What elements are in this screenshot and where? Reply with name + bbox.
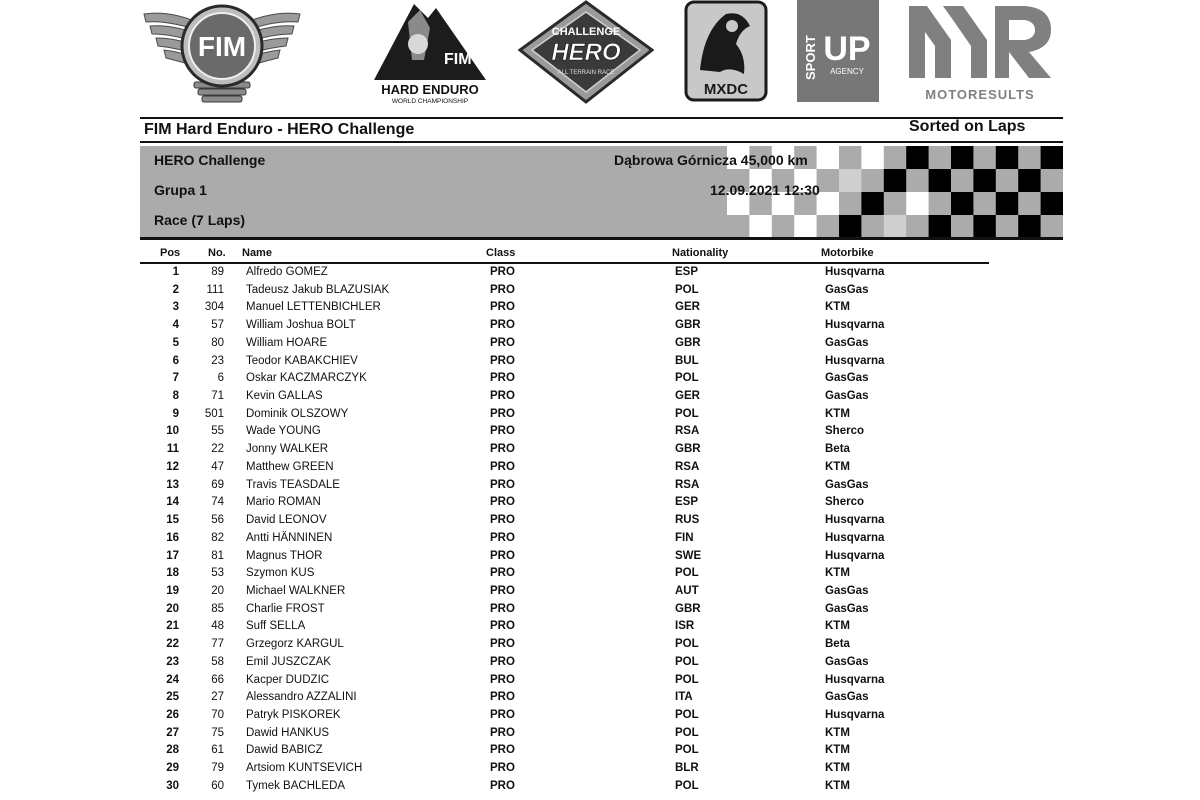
checker-square bbox=[1018, 169, 1040, 192]
header-divider bbox=[140, 141, 1063, 143]
row-number: 74 bbox=[211, 496, 224, 509]
checker-square bbox=[996, 146, 1018, 169]
row-class: PRO bbox=[490, 549, 515, 562]
row-position: 13 bbox=[166, 478, 179, 491]
row-number: 85 bbox=[211, 602, 224, 615]
row-motorbike: GasGas bbox=[825, 336, 869, 349]
row-position: 10 bbox=[166, 425, 179, 438]
hard-enduro-line1: HARD ENDURO bbox=[381, 82, 479, 97]
row-rider-name: Manuel LETTENBICHLER bbox=[246, 301, 381, 314]
row-position: 20 bbox=[166, 602, 179, 615]
checker-square bbox=[929, 169, 951, 192]
row-number: 6 bbox=[217, 372, 224, 385]
row-position: 23 bbox=[166, 655, 179, 668]
column-header-name: Name bbox=[242, 247, 272, 259]
row-rider-name: Szymon KUS bbox=[246, 567, 315, 580]
row-rider-name: Dawid HANKUS bbox=[246, 726, 330, 739]
column-header-nationality: Nationality bbox=[672, 247, 729, 259]
row-position: 5 bbox=[172, 336, 179, 349]
row-position: 8 bbox=[172, 390, 179, 403]
row-rider-name: Charlie FROST bbox=[246, 602, 325, 615]
row-class: PRO bbox=[490, 726, 515, 739]
row-rider-name: David LEONOV bbox=[246, 514, 327, 527]
row-class: PRO bbox=[490, 443, 515, 456]
row-motorbike: Sherco bbox=[825, 425, 864, 438]
row-motorbike: KTM bbox=[825, 779, 850, 792]
table-row bbox=[0, 690, 1200, 708]
table-row bbox=[0, 619, 1200, 637]
row-rider-name: William Joshua BOLT bbox=[246, 319, 356, 332]
row-position: 15 bbox=[166, 514, 179, 527]
row-rider-name: Alessandro AZZALINI bbox=[246, 691, 357, 704]
row-motorbike: KTM bbox=[825, 726, 850, 739]
row-position: 24 bbox=[166, 673, 179, 686]
row-position: 16 bbox=[166, 531, 179, 544]
fim-logo-text: FIM bbox=[197, 31, 247, 62]
row-motorbike: Husqvarna bbox=[825, 319, 885, 332]
row-rider-name: William HOARE bbox=[246, 336, 328, 349]
sort-label: Sorted on Laps bbox=[909, 118, 1026, 135]
hero-challenge-logo bbox=[518, 0, 654, 104]
row-number: 77 bbox=[211, 638, 224, 651]
row-motorbike: KTM bbox=[825, 567, 850, 580]
row-number: 47 bbox=[211, 460, 224, 473]
hard-enduro-line2: WORLD CHAMPIONSHIP bbox=[391, 98, 469, 105]
race-datetime: 12.09.2021 12:30 bbox=[710, 182, 820, 198]
row-rider-name: Jonny WALKER bbox=[246, 443, 329, 456]
row-motorbike: GasGas bbox=[825, 655, 869, 668]
column-header-rule bbox=[140, 262, 989, 264]
row-number: 501 bbox=[204, 407, 224, 420]
table-row bbox=[0, 779, 1200, 797]
row-motorbike: GasGas bbox=[825, 602, 869, 615]
hard-enduro-fim-text: FIM bbox=[444, 51, 472, 68]
row-class: PRO bbox=[490, 372, 515, 385]
row-nationality: RUS bbox=[675, 514, 700, 527]
row-position: 6 bbox=[172, 354, 179, 367]
checker-square bbox=[817, 146, 839, 169]
venue: Dąbrowa Górnicza 45,000 km bbox=[614, 152, 808, 168]
row-class: PRO bbox=[490, 354, 515, 367]
checker-square bbox=[973, 169, 995, 192]
row-nationality: ISR bbox=[675, 620, 695, 633]
column-header-no: No. bbox=[208, 247, 226, 259]
row-number: 71 bbox=[211, 390, 224, 403]
row-class: PRO bbox=[490, 336, 515, 349]
mxdc-text: MXDC bbox=[703, 81, 749, 98]
row-nationality: GBR bbox=[675, 319, 701, 332]
table-row bbox=[0, 637, 1200, 655]
table-row bbox=[0, 424, 1200, 442]
checker-square bbox=[951, 146, 973, 169]
sportup-up-text: UP bbox=[823, 30, 871, 68]
checker-square bbox=[884, 215, 906, 238]
row-position: 3 bbox=[172, 301, 179, 314]
row-rider-name: Kevin GALLAS bbox=[246, 390, 323, 403]
table-row bbox=[0, 602, 1200, 620]
column-header-motorbike: Motorbike bbox=[821, 247, 874, 259]
row-rider-name: Oskar KACZMARCZYK bbox=[246, 372, 367, 385]
checker-square bbox=[1041, 146, 1063, 169]
table-row bbox=[0, 478, 1200, 496]
table-row bbox=[0, 283, 1200, 301]
row-nationality: RSA bbox=[675, 478, 700, 491]
row-nationality: POL bbox=[675, 567, 699, 580]
checker-square bbox=[906, 146, 928, 169]
group-name: Grupa 1 bbox=[154, 182, 207, 198]
row-position: 1 bbox=[172, 266, 179, 278]
row-nationality: GBR bbox=[675, 602, 701, 615]
row-nationality: POL bbox=[675, 673, 699, 686]
row-nationality: POL bbox=[675, 744, 699, 757]
hard-enduro-logo bbox=[370, 0, 490, 106]
row-nationality: POL bbox=[675, 407, 699, 420]
table-row bbox=[0, 460, 1200, 478]
row-number: 304 bbox=[204, 301, 224, 314]
row-position: 12 bbox=[166, 460, 179, 473]
row-motorbike: KTM bbox=[825, 744, 850, 757]
row-rider-name: Tymek BACHLEDA bbox=[246, 779, 346, 792]
row-nationality: POL bbox=[675, 709, 699, 721]
row-rider-name: Wade YOUNG bbox=[246, 425, 321, 438]
row-number: 27 bbox=[211, 691, 224, 704]
row-motorbike: Husqvarna bbox=[825, 531, 885, 544]
table-row bbox=[0, 442, 1200, 460]
row-position: 14 bbox=[166, 496, 179, 509]
checker-square bbox=[839, 169, 861, 192]
row-class: PRO bbox=[490, 744, 515, 757]
row-motorbike: Husqvarna bbox=[825, 673, 885, 686]
row-number: 53 bbox=[211, 567, 224, 580]
checker-square bbox=[973, 215, 995, 238]
hero-main-text: HERO bbox=[551, 39, 621, 66]
row-rider-name: Antti HÄNNINEN bbox=[246, 531, 333, 544]
table-row bbox=[0, 726, 1200, 744]
sportup-logo bbox=[797, 0, 879, 102]
table-row bbox=[0, 531, 1200, 549]
table-row bbox=[0, 336, 1200, 354]
checker-square bbox=[884, 169, 906, 192]
row-nationality: POL bbox=[675, 779, 699, 792]
table-row bbox=[0, 389, 1200, 407]
table-row bbox=[0, 513, 1200, 531]
checker-square bbox=[996, 192, 1018, 215]
row-class: PRO bbox=[490, 584, 515, 597]
row-class: PRO bbox=[490, 691, 515, 704]
row-motorbike: GasGas bbox=[825, 372, 869, 385]
row-number: 55 bbox=[211, 425, 224, 438]
row-motorbike: GasGas bbox=[825, 691, 869, 704]
table-row bbox=[0, 655, 1200, 673]
row-rider-name: Michael WALKNER bbox=[246, 584, 346, 597]
row-nationality: BLR bbox=[675, 762, 699, 775]
row-number: 22 bbox=[211, 443, 224, 456]
row-class: PRO bbox=[490, 390, 515, 403]
row-class: PRO bbox=[490, 673, 515, 686]
table-row bbox=[0, 495, 1200, 513]
row-position: 7 bbox=[172, 372, 179, 385]
table-row bbox=[0, 708, 1200, 726]
table-row bbox=[0, 371, 1200, 389]
row-class: PRO bbox=[490, 655, 515, 668]
row-nationality: ITA bbox=[675, 691, 693, 704]
row-position: 28 bbox=[166, 744, 179, 757]
checker-square bbox=[839, 215, 861, 238]
row-number: 111 bbox=[206, 283, 224, 296]
row-class: PRO bbox=[490, 709, 515, 721]
row-nationality: POL bbox=[675, 283, 699, 296]
hero-top-text: CHALLENGE bbox=[551, 26, 621, 38]
row-motorbike: KTM bbox=[825, 460, 850, 473]
row-nationality: AUT bbox=[675, 584, 699, 597]
header-bottom-rule bbox=[140, 237, 1063, 240]
row-motorbike: KTM bbox=[825, 620, 850, 633]
table-row bbox=[0, 566, 1200, 584]
row-number: 79 bbox=[211, 762, 224, 775]
row-motorbike: GasGas bbox=[825, 283, 869, 296]
event-name: HERO Challenge bbox=[154, 152, 266, 168]
row-rider-name: Travis TEASDALE bbox=[246, 478, 340, 491]
row-class: PRO bbox=[490, 602, 515, 615]
row-rider-name: Suff SELLA bbox=[246, 620, 306, 633]
row-number: 89 bbox=[211, 266, 224, 278]
row-position: 27 bbox=[166, 726, 179, 739]
row-class: PRO bbox=[490, 407, 515, 420]
checker-square bbox=[794, 215, 816, 238]
column-header-class: Class bbox=[486, 247, 516, 259]
row-nationality: GER bbox=[675, 390, 700, 403]
checker-square bbox=[906, 192, 928, 215]
row-nationality: POL bbox=[675, 372, 699, 385]
row-position: 4 bbox=[172, 319, 179, 332]
table-row bbox=[0, 354, 1200, 372]
checker-square bbox=[951, 192, 973, 215]
row-number: 70 bbox=[211, 709, 224, 721]
row-rider-name: Dominik OLSZOWY bbox=[246, 407, 349, 420]
row-nationality: GER bbox=[675, 301, 700, 314]
row-position: 22 bbox=[166, 638, 179, 651]
row-number: 81 bbox=[211, 549, 224, 562]
row-motorbike: Husqvarna bbox=[825, 266, 885, 278]
row-nationality: ESP bbox=[675, 266, 699, 278]
row-number: 82 bbox=[211, 531, 224, 544]
column-header-pos: Pos bbox=[160, 247, 181, 259]
checker-square bbox=[749, 215, 771, 238]
table-row bbox=[0, 743, 1200, 761]
row-rider-name: Tadeusz Jakub BLAZUSIAK bbox=[246, 283, 390, 296]
row-position: 25 bbox=[166, 691, 179, 704]
row-motorbike: KTM bbox=[825, 762, 850, 775]
row-position: 18 bbox=[166, 567, 179, 580]
row-number: 80 bbox=[211, 336, 224, 349]
row-nationality: FIN bbox=[675, 531, 694, 544]
row-nationality: POL bbox=[675, 655, 699, 668]
row-position: 2 bbox=[172, 283, 179, 296]
row-nationality: GBR bbox=[675, 336, 701, 349]
row-rider-name: Alfredo GOMEZ bbox=[246, 266, 328, 278]
row-number: 66 bbox=[211, 673, 224, 686]
row-nationality: ESP bbox=[675, 496, 699, 509]
row-rider-name: Magnus THOR bbox=[246, 549, 323, 562]
row-position: 21 bbox=[166, 620, 179, 633]
row-motorbike: GasGas bbox=[825, 478, 869, 491]
table-row bbox=[0, 407, 1200, 425]
checker-square bbox=[861, 192, 883, 215]
row-nationality: POL bbox=[675, 726, 699, 739]
table-row bbox=[0, 549, 1200, 567]
row-class: PRO bbox=[490, 496, 515, 509]
row-rider-name: Emil JUSZCZAK bbox=[246, 655, 331, 668]
checker-square bbox=[929, 215, 951, 238]
row-class: PRO bbox=[490, 319, 515, 332]
row-nationality: RSA bbox=[675, 425, 700, 438]
row-class: PRO bbox=[490, 779, 515, 792]
row-position: 11 bbox=[166, 443, 179, 456]
table-row bbox=[0, 673, 1200, 691]
row-motorbike: Husqvarna bbox=[825, 709, 885, 721]
table-row bbox=[0, 300, 1200, 318]
row-motorbike: Beta bbox=[825, 638, 850, 651]
row-motorbike: Husqvarna bbox=[825, 354, 885, 367]
row-motorbike: KTM bbox=[825, 407, 850, 420]
row-class: PRO bbox=[490, 460, 515, 473]
row-nationality: BUL bbox=[675, 354, 699, 367]
row-class: PRO bbox=[490, 567, 515, 580]
row-number: 75 bbox=[211, 726, 224, 739]
row-class: PRO bbox=[490, 531, 515, 544]
row-motorbike: Husqvarna bbox=[825, 514, 885, 527]
row-class: PRO bbox=[490, 478, 515, 491]
row-position: 26 bbox=[166, 709, 179, 721]
row-rider-name: Dawid BABICZ bbox=[246, 744, 323, 757]
row-rider-name: Grzegorz KARGUL bbox=[246, 638, 344, 651]
row-position: 19 bbox=[166, 584, 179, 597]
row-motorbike: Beta bbox=[825, 443, 850, 456]
hero-bottom-text: ALL TERRAIN RACE bbox=[557, 70, 615, 76]
motoresults-logo bbox=[905, 0, 1055, 104]
row-nationality: POL bbox=[675, 638, 699, 651]
row-number: 69 bbox=[211, 478, 224, 491]
sportup-agency-text: AGENCY bbox=[830, 67, 864, 76]
row-motorbike: GasGas bbox=[825, 390, 869, 403]
row-class: PRO bbox=[490, 620, 515, 633]
row-rider-name: Patryk PISKOREK bbox=[246, 709, 341, 721]
document-title: FIM Hard Enduro - HERO Challenge bbox=[144, 121, 415, 138]
row-motorbike: Husqvarna bbox=[825, 549, 885, 562]
row-position: 29 bbox=[166, 762, 179, 775]
checker-square bbox=[1018, 215, 1040, 238]
row-rider-name: Kacper DUDZIC bbox=[246, 673, 330, 686]
checker-square bbox=[1041, 192, 1063, 215]
motoresults-text: MOTORESULTS bbox=[925, 87, 1035, 102]
row-class: PRO bbox=[490, 266, 515, 278]
table-row bbox=[0, 318, 1200, 336]
row-number: 60 bbox=[211, 779, 224, 792]
row-rider-name: Artsiom KUNTSEVICH bbox=[246, 762, 363, 775]
row-class: PRO bbox=[490, 762, 515, 775]
row-number: 48 bbox=[211, 620, 224, 633]
row-number: 57 bbox=[211, 319, 224, 332]
row-motorbike: KTM bbox=[825, 301, 850, 314]
table-row bbox=[0, 761, 1200, 779]
row-motorbike: Sherco bbox=[825, 496, 864, 509]
row-number: 23 bbox=[211, 354, 224, 367]
row-number: 61 bbox=[211, 744, 224, 757]
table-row bbox=[0, 584, 1200, 602]
row-rider-name: Teodor KABAKCHIEV bbox=[246, 354, 358, 367]
row-position: 30 bbox=[166, 779, 179, 792]
row-nationality: SWE bbox=[675, 549, 702, 562]
row-nationality: RSA bbox=[675, 460, 700, 473]
row-number: 56 bbox=[211, 514, 224, 527]
sportup-sport-text: SPORT bbox=[803, 35, 818, 80]
row-rider-name: Matthew GREEN bbox=[246, 460, 334, 473]
row-nationality: GBR bbox=[675, 443, 701, 456]
mxdc-logo bbox=[684, 0, 768, 102]
row-position: 9 bbox=[172, 407, 179, 420]
row-class: PRO bbox=[490, 514, 515, 527]
row-motorbike: GasGas bbox=[825, 584, 869, 597]
checker-square bbox=[861, 146, 883, 169]
row-class: PRO bbox=[490, 638, 515, 651]
row-position: 17 bbox=[166, 549, 179, 562]
table-row bbox=[0, 265, 1200, 283]
row-class: PRO bbox=[490, 283, 515, 296]
row-rider-name: Mario ROMAN bbox=[246, 496, 321, 509]
row-number: 20 bbox=[211, 584, 224, 597]
row-class: PRO bbox=[490, 425, 515, 438]
fim-logo bbox=[140, 0, 304, 106]
race-name: Race (7 Laps) bbox=[154, 212, 246, 228]
row-class: PRO bbox=[490, 301, 515, 314]
row-number: 58 bbox=[211, 655, 224, 668]
